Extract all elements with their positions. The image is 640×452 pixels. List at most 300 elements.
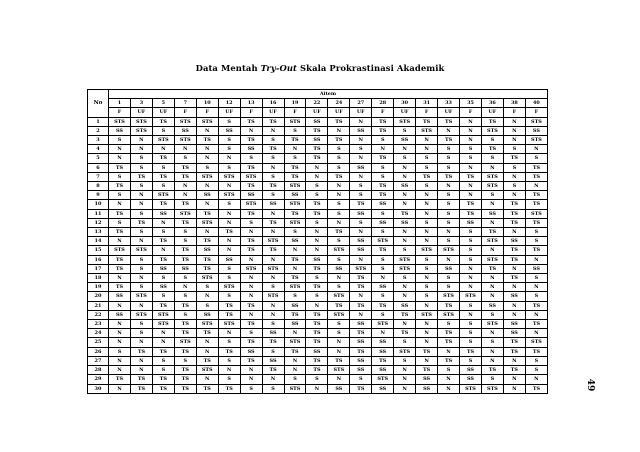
response-cell: N — [218, 237, 240, 246]
response-cell: S — [460, 255, 482, 264]
response-cell: STS — [525, 136, 547, 145]
response-cell: S — [130, 163, 152, 172]
response-cell: TS — [262, 117, 284, 126]
response-cell: STS — [109, 117, 131, 126]
response-cell: S — [460, 154, 482, 163]
response-cell: STS — [218, 172, 240, 181]
response-cell: N — [416, 338, 438, 347]
response-cell: S — [328, 200, 350, 209]
item-number-header: 22 — [306, 99, 328, 108]
response-cell: N — [284, 246, 306, 255]
response-cell: N — [240, 274, 262, 283]
response-cell: TS — [350, 384, 372, 393]
response-cell: S — [416, 163, 438, 172]
response-cell: TS — [350, 329, 372, 338]
response-cell: N — [503, 191, 525, 200]
response-cell: S — [525, 292, 547, 301]
response-cell: SS — [109, 310, 131, 319]
response-cell: N — [262, 301, 284, 310]
response-cell: TS — [174, 163, 196, 172]
response-cell: S — [130, 255, 152, 264]
response-cell: SS — [416, 375, 438, 384]
item-number-header: 38 — [503, 99, 525, 108]
response-cell: SS — [240, 191, 262, 200]
response-cell: SS — [481, 301, 503, 310]
response-cell: STS — [481, 237, 503, 246]
response-cell: S — [130, 154, 152, 163]
response-cell: SS — [174, 264, 196, 273]
row-number: 29 — [88, 375, 109, 384]
response-cell: TS — [218, 310, 240, 319]
response-cell: S — [196, 301, 218, 310]
response-cell: N — [284, 366, 306, 375]
item-number-header: 24 — [328, 99, 350, 108]
table-row — [88, 209, 548, 218]
response-cell: TS — [525, 301, 547, 310]
response-cell: TS — [306, 320, 328, 329]
response-cell: N — [174, 283, 196, 292]
response-cell: N — [525, 255, 547, 264]
item-number-header: 12 — [218, 99, 240, 108]
response-cell: SS — [394, 136, 416, 145]
response-cell: S — [416, 218, 438, 227]
response-cell: N — [218, 366, 240, 375]
response-cell: N — [262, 310, 284, 319]
response-cell: N — [130, 274, 152, 283]
response-cell: S — [350, 218, 372, 227]
response-cell: N — [262, 228, 284, 237]
response-cell: SS — [503, 237, 525, 246]
item-type-header: F — [174, 108, 196, 117]
response-cell: TS — [284, 310, 306, 319]
title-italic: Try-Out — [260, 63, 298, 73]
response-cell: S — [394, 274, 416, 283]
response-cell: STS — [152, 136, 174, 145]
response-cell: TS — [503, 246, 525, 255]
response-cell: STS — [109, 246, 131, 255]
response-cell: TS — [240, 182, 262, 191]
table-row — [88, 338, 548, 347]
response-cell: STS — [130, 310, 152, 319]
response-cell: S — [481, 375, 503, 384]
response-cell: TS — [525, 200, 547, 209]
response-cell: STS — [262, 237, 284, 246]
response-cell: TS — [328, 228, 350, 237]
response-cell: TS — [130, 218, 152, 227]
table-row — [88, 136, 548, 145]
response-cell: SS — [525, 126, 547, 135]
response-cell: N — [394, 200, 416, 209]
response-cell: N — [174, 182, 196, 191]
title-prefix: Data Mentah — [195, 63, 261, 73]
response-cell: TS — [328, 136, 350, 145]
row-number: 24 — [88, 329, 109, 338]
response-cell: STS — [416, 246, 438, 255]
response-cell: TS — [525, 246, 547, 255]
response-cell: N — [240, 366, 262, 375]
response-cell: SS — [284, 237, 306, 246]
response-cell: STS — [284, 338, 306, 347]
response-cell: STS — [196, 117, 218, 126]
response-cell: S — [525, 154, 547, 163]
response-cell: S — [174, 356, 196, 365]
response-cell: N — [460, 310, 482, 319]
item-type-header: F — [525, 108, 547, 117]
response-cell: N — [174, 145, 196, 154]
response-cell: N — [503, 264, 525, 273]
table-row — [88, 310, 548, 319]
response-cell: N — [262, 274, 284, 283]
row-number: 28 — [88, 366, 109, 375]
response-cell: TS — [284, 255, 306, 264]
response-cell: N — [394, 292, 416, 301]
response-cell: SS — [394, 301, 416, 310]
response-cell: TS — [109, 283, 131, 292]
response-cell: N — [503, 228, 525, 237]
response-cell: TS — [109, 182, 131, 191]
response-cell: S — [416, 154, 438, 163]
response-cell: N — [438, 126, 460, 135]
response-cell: S — [460, 145, 482, 154]
response-cell: S — [460, 329, 482, 338]
response-cell: TS — [481, 366, 503, 375]
response-cell: TS — [109, 228, 131, 237]
response-cell: STS — [372, 237, 394, 246]
response-cell: SS — [350, 237, 372, 246]
response-cell: STS — [525, 338, 547, 347]
response-cell: N — [416, 209, 438, 218]
row-number: 13 — [88, 228, 109, 237]
response-cell: N — [481, 329, 503, 338]
response-cell: N — [284, 264, 306, 273]
response-cell: TS — [306, 366, 328, 375]
response-cell: N — [481, 163, 503, 172]
item-number-header: 35 — [460, 99, 482, 108]
response-cell: N — [481, 347, 503, 356]
response-cell: S — [218, 264, 240, 273]
response-cell: N — [262, 375, 284, 384]
response-cell: TS — [328, 356, 350, 365]
response-cell: STS — [394, 255, 416, 264]
response-cell: S — [218, 200, 240, 209]
response-cell: TS — [460, 347, 482, 356]
response-cell: STS — [328, 310, 350, 319]
response-cell: TS — [284, 163, 306, 172]
response-cell: TS — [306, 283, 328, 292]
response-cell: TS — [525, 163, 547, 172]
response-cell: S — [218, 375, 240, 384]
response-cell: N — [328, 182, 350, 191]
response-cell: S — [174, 228, 196, 237]
response-cell: S — [481, 136, 503, 145]
response-cell: SS — [394, 218, 416, 227]
response-cell: STS — [481, 172, 503, 181]
table-body — [88, 117, 548, 393]
response-cell: TS — [372, 182, 394, 191]
response-cell: N — [328, 191, 350, 200]
response-cell: SS — [372, 338, 394, 347]
response-cell: N — [394, 384, 416, 393]
response-cell: TS — [306, 126, 328, 135]
item-number-header: 1 — [109, 99, 131, 108]
response-cell: TS — [503, 274, 525, 283]
response-cell: SS — [152, 283, 174, 292]
response-cell: STS — [174, 338, 196, 347]
response-cell: TS — [240, 117, 262, 126]
response-cell: SS — [284, 191, 306, 200]
response-cell: N — [262, 126, 284, 135]
response-cell: N — [394, 366, 416, 375]
response-cell: N — [525, 182, 547, 191]
response-cell: SS — [350, 126, 372, 135]
response-cell: TS — [218, 347, 240, 356]
response-cell: S — [372, 228, 394, 237]
response-cell: N — [109, 301, 131, 310]
response-cell: S — [438, 218, 460, 227]
response-cell: SS — [152, 264, 174, 273]
response-cell: S — [130, 320, 152, 329]
response-cell: TS — [416, 347, 438, 356]
response-cell: N — [284, 329, 306, 338]
response-cell: STS — [284, 182, 306, 191]
item-number-header: 30 — [394, 99, 416, 108]
response-cell: N — [306, 172, 328, 181]
response-cell: S — [262, 136, 284, 145]
response-cell: SS — [196, 246, 218, 255]
response-cell: TS — [174, 200, 196, 209]
item-type-header: UF — [328, 108, 350, 117]
response-cell: TS — [350, 274, 372, 283]
response-cell: TS — [109, 264, 131, 273]
response-cell: TS — [174, 366, 196, 375]
response-cell: TS — [262, 366, 284, 375]
response-cell: S — [394, 126, 416, 135]
response-cell: S — [394, 154, 416, 163]
response-cell: N — [306, 384, 328, 393]
item-number-header: 3 — [130, 99, 152, 108]
response-cell: SS — [218, 126, 240, 135]
response-cell: S — [109, 136, 131, 145]
response-cell: STS — [174, 136, 196, 145]
response-cell: S — [152, 292, 174, 301]
response-cell: S — [416, 182, 438, 191]
response-cell: S — [218, 117, 240, 126]
response-cell: TS — [503, 218, 525, 227]
response-cell: TS — [284, 347, 306, 356]
response-cell: N — [372, 274, 394, 283]
response-cell: S — [284, 375, 306, 384]
response-cell: S — [525, 274, 547, 283]
response-cell: S — [438, 237, 460, 246]
row-number: 3 — [88, 136, 109, 145]
response-cell: SS — [350, 246, 372, 255]
response-cell: N — [438, 384, 460, 393]
response-cell: S — [284, 292, 306, 301]
response-cell: STS — [284, 283, 306, 292]
response-cell: S — [416, 264, 438, 273]
item-type-header: F — [240, 108, 262, 117]
response-cell: TS — [130, 375, 152, 384]
response-cell: TS — [152, 117, 174, 126]
response-cell: N — [284, 356, 306, 365]
response-cell: N — [394, 191, 416, 200]
table-row — [88, 218, 548, 227]
response-cell: S — [438, 191, 460, 200]
response-cell: N — [240, 310, 262, 319]
response-cell: TS — [503, 255, 525, 264]
response-cell: STS — [328, 246, 350, 255]
response-cell: N — [328, 126, 350, 135]
page-title — [0, 63, 640, 73]
response-cell: S — [394, 246, 416, 255]
response-cell: S — [525, 237, 547, 246]
response-cell: S — [372, 172, 394, 181]
response-cell: N — [130, 366, 152, 375]
response-cell: S — [372, 163, 394, 172]
table-row — [88, 255, 548, 264]
response-cell: N — [503, 172, 525, 181]
response-cell: S — [328, 145, 350, 154]
response-cell: SS — [350, 366, 372, 375]
item-number-header: 27 — [350, 99, 372, 108]
item-number-header: 7 — [174, 99, 196, 108]
table-row — [88, 191, 548, 200]
response-cell: TS — [196, 384, 218, 393]
response-cell: SS — [196, 310, 218, 319]
response-cell: S — [328, 329, 350, 338]
response-cell: SS — [284, 301, 306, 310]
response-cell: STS — [284, 384, 306, 393]
response-cell: TS — [306, 200, 328, 209]
response-cell: S — [130, 329, 152, 338]
response-cell: N — [196, 228, 218, 237]
response-cell: TS — [109, 255, 131, 264]
response-cell: STS — [350, 264, 372, 273]
response-cell: N — [350, 255, 372, 264]
response-cell: S — [438, 209, 460, 218]
response-cell: S — [460, 228, 482, 237]
response-cell: N — [460, 283, 482, 292]
response-cell: N — [152, 338, 174, 347]
item-type-header: UF — [306, 108, 328, 117]
response-cell: TS — [240, 246, 262, 255]
response-cell: N — [460, 136, 482, 145]
response-cell: TS — [284, 172, 306, 181]
response-cell: N — [394, 145, 416, 154]
table-row — [88, 274, 548, 283]
response-cell: TS — [262, 218, 284, 227]
response-cell: N — [109, 237, 131, 246]
item-number-header: 13 — [240, 99, 262, 108]
table-row — [88, 283, 548, 292]
response-cell: TS — [438, 356, 460, 365]
response-cell: N — [109, 338, 131, 347]
response-cell: N — [460, 274, 482, 283]
response-cell: STS — [196, 218, 218, 227]
response-cell: SS — [503, 320, 525, 329]
response-cell: S — [350, 145, 372, 154]
data-table — [87, 89, 548, 394]
response-cell: TS — [416, 172, 438, 181]
item-number-header: 28 — [372, 99, 394, 108]
response-cell: N — [525, 329, 547, 338]
item-number-header: 19 — [284, 99, 306, 108]
response-cell: N — [350, 310, 372, 319]
response-cell: TS — [372, 126, 394, 135]
response-cell: N — [416, 237, 438, 246]
item-type-header: UF — [481, 108, 503, 117]
row-number: 14 — [88, 237, 109, 246]
response-cell: S — [130, 182, 152, 191]
response-cell: TS — [240, 356, 262, 365]
response-cell: SS — [306, 255, 328, 264]
response-cell: TS — [438, 338, 460, 347]
response-cell: TS — [394, 329, 416, 338]
response-cell: N — [130, 338, 152, 347]
response-cell: STS — [130, 117, 152, 126]
response-cell: SS — [503, 329, 525, 338]
response-cell: S — [262, 283, 284, 292]
response-cell: N — [306, 228, 328, 237]
response-cell: SS — [306, 136, 328, 145]
response-cell: N — [328, 375, 350, 384]
response-cell: N — [438, 228, 460, 237]
response-cell: S — [394, 338, 416, 347]
response-cell: TS — [240, 209, 262, 218]
response-cell: TS — [174, 218, 196, 227]
response-cell: N — [196, 347, 218, 356]
row-number: 25 — [88, 338, 109, 347]
response-cell: N — [130, 200, 152, 209]
response-cell: TS — [328, 172, 350, 181]
response-cell: N — [152, 145, 174, 154]
item-type-header: UF — [152, 108, 174, 117]
response-cell: TS — [416, 117, 438, 126]
response-cell: TS — [438, 329, 460, 338]
response-cell: TS — [503, 347, 525, 356]
response-cell: S — [109, 191, 131, 200]
response-cell: TS — [240, 320, 262, 329]
response-cell: N — [109, 366, 131, 375]
response-cell: N — [460, 191, 482, 200]
response-cell: TS — [372, 117, 394, 126]
response-cell: S — [481, 338, 503, 347]
response-cell: SS — [481, 209, 503, 218]
response-cell: STS — [416, 310, 438, 319]
response-cell: TS — [152, 255, 174, 264]
row-number: 15 — [88, 246, 109, 255]
response-cell: N — [460, 117, 482, 126]
table-row — [88, 384, 548, 393]
item-number-header: 40 — [525, 99, 547, 108]
response-cell: SS — [109, 126, 131, 135]
table-row — [88, 237, 548, 246]
response-cell: TS — [284, 274, 306, 283]
response-cell: SS — [525, 264, 547, 273]
response-cell: STS — [416, 126, 438, 135]
response-cell: S — [438, 366, 460, 375]
response-cell: TS — [460, 172, 482, 181]
response-cell: N — [481, 283, 503, 292]
response-cell: N — [372, 145, 394, 154]
item-number-header: 36 — [481, 99, 503, 108]
response-cell: S — [438, 154, 460, 163]
response-cell: SS — [109, 292, 131, 301]
response-cell: N — [503, 375, 525, 384]
response-cell: TS — [196, 255, 218, 264]
response-cell: STS — [284, 117, 306, 126]
response-cell: S — [350, 182, 372, 191]
